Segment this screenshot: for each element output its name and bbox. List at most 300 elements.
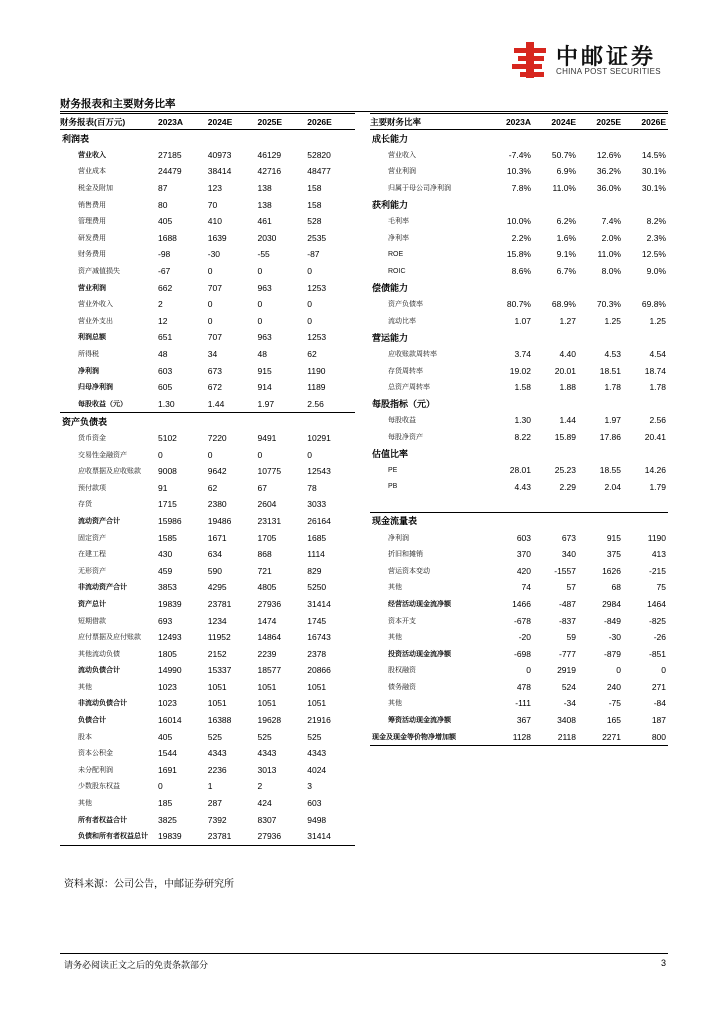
value-cell: -84 [653, 698, 666, 709]
row-label: 营业收入 [78, 151, 106, 159]
value-cell: 7.4% [601, 216, 621, 227]
value-cell: 0 [526, 665, 531, 676]
value-cell: 14.26 [644, 465, 666, 476]
value-cell: 30.1% [641, 166, 666, 177]
row-label: 其他 [78, 683, 92, 691]
row-label: 流动资产合计 [78, 517, 120, 525]
value-cell: 1.78 [604, 382, 621, 393]
value-cell: -487 [558, 598, 576, 609]
value-cell: 20866 [307, 665, 331, 676]
table-row [60, 546, 355, 563]
value-cell: 18.51 [599, 365, 621, 376]
value-cell: 31414 [305, 828, 355, 845]
value-cell: 187 [651, 715, 666, 726]
row-label: 营运资本变动 [388, 567, 430, 575]
table-row [60, 279, 355, 296]
spacer-cell [370, 495, 668, 512]
value-cell: 1.44 [559, 415, 576, 426]
value-cell: 12.5% [641, 249, 666, 260]
value-cell: 11.0% [552, 183, 576, 194]
value-cell: 16743 [307, 632, 331, 643]
row-label: 税金及附加 [78, 185, 113, 193]
table-row [60, 513, 355, 530]
value-cell: 1544 [158, 748, 177, 759]
value-cell: 46129 [257, 149, 282, 160]
row-label: 资产负债率 [388, 301, 423, 309]
value-cell: 1.79 [649, 481, 666, 492]
value-cell: 651 [158, 332, 173, 343]
value-cell: 20.01 [554, 365, 576, 376]
value-cell: 2.2% [511, 232, 531, 243]
value-cell: 4295 [207, 582, 227, 593]
table-row [60, 745, 355, 762]
title-rule [60, 111, 668, 112]
value-cell: 1.6% [556, 232, 576, 243]
value-cell: 2239 [257, 648, 277, 659]
value-cell: 21916 [307, 715, 331, 726]
value-cell: 18577 [257, 665, 282, 676]
table-row [60, 362, 355, 379]
value-cell: 662 [158, 282, 173, 293]
value-cell: 4.53 [604, 349, 621, 360]
value-cell: 1128 [488, 728, 533, 745]
value-cell: 1234 [207, 615, 227, 626]
section-header-row [370, 279, 668, 296]
table-row [370, 596, 668, 613]
value-cell: -698 [513, 648, 531, 659]
value-cell: 603 [158, 365, 173, 376]
value-cell: 2152 [207, 648, 227, 659]
value-cell: -777 [558, 648, 576, 659]
table-row [370, 478, 668, 495]
value-cell: 1.97 [604, 415, 621, 426]
value-cell: 23131 [257, 515, 282, 526]
value-cell: 6.7% [556, 266, 576, 277]
value-cell: 2030 [257, 232, 277, 243]
table-row [370, 562, 668, 579]
value-cell: 0 [257, 299, 263, 310]
value-cell: -849 [603, 615, 621, 626]
value-cell: 10775 [257, 466, 282, 477]
value-cell: 2919 [557, 665, 576, 676]
table-row [60, 296, 355, 313]
table-row [370, 213, 668, 230]
value-cell: 1190 [307, 365, 326, 376]
value-cell: 2535 [307, 232, 327, 243]
table-header-row [370, 114, 668, 130]
value-cell: 1051 [257, 681, 277, 692]
row-label: 每股净资产 [388, 433, 423, 441]
header-cell: 财务报表(百万元) [60, 114, 156, 130]
value-cell: 2.3% [646, 232, 666, 243]
value-cell: 6.9% [556, 166, 576, 177]
value-cell: 68 [611, 582, 621, 593]
value-cell: 9491 [257, 432, 277, 443]
value-cell: -111 [515, 698, 531, 709]
section-header-row [370, 512, 668, 529]
header-cell: 2024E [533, 114, 578, 130]
value-cell: 15.89 [554, 431, 576, 442]
row-label: 净利率 [388, 234, 409, 242]
value-cell: 9.1% [556, 249, 576, 260]
value-cell: 1051 [207, 698, 227, 709]
value-cell: 75 [656, 582, 666, 593]
value-cell: 0 [158, 781, 163, 792]
row-label: 交易性金融资产 [78, 451, 127, 459]
value-cell: 38414 [207, 166, 232, 177]
table-row [370, 645, 668, 662]
value-cell: 1.58 [514, 382, 531, 393]
row-label: 资本公积金 [78, 750, 113, 758]
value-cell: 2.56 [649, 415, 666, 426]
table-row [60, 612, 355, 629]
value-cell: 87 [158, 183, 168, 194]
value-cell: 915 [606, 532, 621, 543]
row-label: 非流动负债合计 [78, 700, 127, 708]
table-row [60, 529, 355, 546]
value-cell: 23781 [207, 598, 232, 609]
value-cell: 158 [307, 183, 322, 194]
section-title: 成长能力 [372, 133, 409, 144]
value-cell: 8.0% [601, 266, 621, 277]
value-cell: 2604 [257, 499, 277, 510]
table-row [370, 629, 668, 646]
disclaimer-footer: 请务必阅读正文之后的免责条款部分 [64, 960, 209, 970]
value-cell: 31414 [307, 598, 331, 609]
header-cell: 2025E [256, 114, 306, 130]
table-row [60, 346, 355, 363]
value-cell: 138 [257, 183, 272, 194]
value-cell: 62 [207, 482, 218, 493]
row-label: 短期借款 [78, 617, 106, 625]
value-cell: 1023 [158, 698, 177, 709]
value-cell: 27936 [257, 598, 282, 609]
table-row [60, 679, 355, 696]
row-label: 资产总计 [78, 600, 106, 608]
value-cell: 5102 [158, 432, 177, 443]
spacer-row [370, 495, 668, 512]
value-cell: 1688 [158, 232, 177, 243]
value-cell: -75 [608, 698, 621, 709]
table-row [370, 679, 668, 696]
value-cell: 367 [516, 715, 531, 726]
row-label: 应付票据及应付账款 [78, 634, 141, 642]
table-row [60, 430, 355, 447]
value-cell: 6.2% [556, 216, 576, 227]
value-cell: 12543 [307, 466, 331, 477]
section-header-row [60, 413, 355, 430]
value-cell: 1.25 [649, 315, 666, 326]
table-row [370, 462, 668, 479]
value-cell: 1051 [257, 698, 277, 709]
value-cell: 1190 [647, 532, 666, 543]
table-row [370, 180, 668, 197]
table-row [60, 828, 355, 845]
value-cell: -67 [158, 266, 171, 277]
value-cell: 59 [566, 632, 576, 643]
value-cell: 67 [257, 482, 267, 493]
value-cell: -26 [653, 632, 666, 643]
value-cell: 287 [207, 798, 222, 809]
value-cell: 9.0% [646, 266, 666, 277]
value-cell: 3033 [307, 499, 327, 510]
value-cell: 138 [257, 199, 272, 210]
row-label: 管理费用 [78, 218, 106, 226]
value-cell: 1.97 [257, 398, 275, 409]
value-cell: -7.4% [508, 149, 531, 160]
value-cell: 15986 [158, 515, 182, 526]
value-cell: 91 [158, 482, 168, 493]
value-cell: 12.6% [596, 149, 621, 160]
row-label: 营业利润 [78, 284, 106, 292]
value-cell: 0 [257, 449, 263, 460]
table-row [60, 645, 355, 662]
table-header-row [60, 114, 355, 130]
value-cell: 1051 [307, 681, 327, 692]
value-cell: 48 [257, 349, 267, 360]
value-cell: 3.74 [514, 349, 531, 360]
value-cell: 12 [158, 315, 168, 326]
value-cell: 0 [616, 665, 621, 676]
table-row [60, 246, 355, 263]
row-label: 存货周转率 [388, 367, 423, 375]
row-label: 其他 [78, 800, 92, 808]
value-cell: 14990 [158, 665, 182, 676]
section-header-row [370, 396, 668, 413]
section-title: 每股指标（元） [372, 399, 436, 410]
value-cell: 78 [307, 482, 317, 493]
value-cell: 2378 [307, 648, 327, 659]
value-cell: 80.7% [506, 299, 531, 310]
row-label: 其他 [388, 584, 402, 592]
value-cell: 1 [207, 781, 213, 792]
row-label: 净利润 [78, 367, 99, 375]
row-label: 经营活动现金流净额 [388, 600, 451, 608]
value-cell: 27936 [256, 828, 306, 845]
table-row [60, 313, 355, 330]
header-cell: 2024E [206, 114, 256, 130]
section-header-row [370, 445, 668, 462]
table-row [60, 496, 355, 513]
row-label: 应收账款周转率 [388, 351, 437, 359]
row-label: 营业收入 [388, 151, 416, 159]
value-cell: 963 [257, 282, 272, 293]
row-label: 债务融资 [388, 683, 416, 691]
value-cell: 1464 [647, 598, 666, 609]
table-row [60, 695, 355, 712]
table-row [370, 379, 668, 396]
source-note: 资料来源：公司公告，中邮证券研究所 [64, 879, 234, 890]
value-cell: 707 [207, 282, 222, 293]
value-cell: -215 [648, 565, 666, 576]
value-cell: 19.02 [509, 365, 531, 376]
value-cell: 52820 [307, 149, 331, 160]
table-row [60, 562, 355, 579]
section-header-row [370, 196, 668, 213]
table-row [370, 147, 668, 164]
value-cell: 2236 [207, 764, 227, 775]
row-label: PB [388, 483, 398, 491]
value-cell: 424 [257, 798, 272, 809]
row-label: 负债和所有者权益总计 [60, 828, 156, 845]
value-cell: 1.30 [514, 415, 531, 426]
value-cell: 15337 [207, 665, 232, 676]
table-row [60, 213, 355, 230]
table-row [60, 579, 355, 596]
financial-ratios-table [370, 113, 668, 746]
value-cell: 603 [307, 798, 322, 809]
value-cell: 829 [307, 565, 322, 576]
value-cell: 524 [561, 681, 576, 692]
table-row [60, 180, 355, 197]
table-row [370, 662, 668, 679]
value-cell: 62 [307, 349, 317, 360]
value-cell: -55 [257, 249, 270, 260]
value-cell: 1715 [158, 499, 177, 510]
value-cell: 23781 [206, 828, 256, 845]
table-row [60, 463, 355, 480]
section-header-row [60, 130, 355, 147]
row-label: 每股收益（元） [78, 400, 127, 408]
value-cell: 0 [158, 449, 163, 460]
value-cell: 5250 [307, 582, 327, 593]
value-cell: 672 [207, 382, 222, 393]
value-cell: 413 [651, 549, 666, 560]
value-cell: 4343 [307, 748, 327, 759]
row-label: 其他 [388, 634, 402, 642]
value-cell: 370 [516, 549, 531, 560]
row-label: 流动负债合计 [78, 667, 120, 675]
value-cell: 19486 [207, 515, 232, 526]
value-cell: 590 [207, 565, 222, 576]
value-cell: 915 [257, 365, 272, 376]
value-cell: 271 [651, 681, 666, 692]
value-cell: 240 [606, 681, 621, 692]
value-cell: 14.5% [641, 149, 666, 160]
value-cell: 459 [158, 565, 173, 576]
table-row [370, 313, 668, 330]
value-cell: 0 [207, 266, 213, 277]
value-cell: -837 [558, 615, 576, 626]
row-label: 销售费用 [78, 201, 106, 209]
row-label: 应收票据及应收账款 [78, 468, 141, 476]
table-row [370, 263, 668, 280]
table-row [60, 446, 355, 463]
value-cell: 461 [257, 216, 272, 227]
table-row [370, 412, 668, 429]
value-cell: 158 [307, 199, 322, 210]
table-row [60, 479, 355, 496]
value-cell: 24479 [158, 166, 182, 177]
value-cell: 1626 [602, 565, 621, 576]
value-cell: 2 [158, 299, 163, 310]
value-cell: 525 [307, 731, 322, 742]
value-cell: 1.27 [559, 315, 576, 326]
value-cell: 410 [207, 216, 222, 227]
row-label: 归属于母公司净利润 [388, 185, 451, 193]
value-cell: 9498 [307, 814, 327, 825]
row-label: ROE [388, 250, 404, 258]
value-cell: 0 [307, 299, 312, 310]
value-cell: 1.78 [649, 382, 666, 393]
value-cell: 2.04 [604, 481, 621, 492]
row-label: 所有者权益合计 [78, 816, 127, 824]
row-label: 在建工程 [78, 551, 106, 559]
row-label: 毛利率 [388, 218, 409, 226]
table-row [370, 695, 668, 712]
header-cell: 主要财务比率 [370, 114, 488, 130]
footer-rule [60, 953, 668, 954]
value-cell: 8.2% [646, 216, 666, 227]
value-cell: 10.0% [506, 216, 531, 227]
row-label: 股本 [78, 733, 92, 741]
row-label: 筹资活动现金流净额 [388, 717, 451, 725]
value-cell: 34 [207, 349, 218, 360]
value-cell: 525 [207, 731, 222, 742]
value-cell: 603 [516, 532, 531, 543]
section-title: 获利能力 [372, 200, 409, 211]
value-cell: 375 [606, 549, 621, 560]
row-label: 利润总额 [78, 334, 106, 342]
value-cell: -98 [158, 249, 171, 260]
value-cell: 36.2% [596, 166, 621, 177]
brand-name-cn: 中邮证券 [556, 44, 657, 69]
value-cell: 3825 [158, 814, 177, 825]
value-cell: 8307 [257, 814, 277, 825]
row-label: 流动比率 [388, 317, 416, 325]
value-cell: 1466 [512, 598, 531, 609]
table-row [370, 712, 668, 729]
value-cell: 17.86 [599, 431, 621, 442]
value-cell: -34 [563, 698, 576, 709]
row-label: 固定资产 [78, 534, 106, 542]
row-label: 其他流动负债 [78, 650, 120, 658]
header-cell: 2026E [305, 114, 355, 130]
value-cell: 165 [606, 715, 621, 726]
row-label: 股权融资 [388, 667, 416, 675]
value-cell: 4343 [207, 748, 227, 759]
value-cell: 1.25 [604, 315, 621, 326]
section-header-row [370, 329, 668, 346]
value-cell: 0 [307, 315, 312, 326]
value-cell: 3853 [158, 582, 177, 593]
table-row [60, 329, 355, 346]
value-cell: 20.41 [644, 431, 666, 442]
value-cell: 74 [521, 582, 531, 593]
table-row [60, 762, 355, 779]
value-cell: -825 [648, 615, 666, 626]
value-cell: 4343 [257, 748, 277, 759]
value-cell: 30.1% [641, 183, 666, 194]
table-row [60, 263, 355, 280]
value-cell: 15.8% [506, 249, 531, 260]
value-cell: 1023 [158, 681, 177, 692]
value-cell: 1051 [307, 698, 327, 709]
value-cell: -851 [648, 648, 666, 659]
row-label: 其他 [388, 700, 402, 708]
value-cell: 80 [158, 199, 168, 210]
table-row [60, 662, 355, 679]
value-cell: 405 [158, 731, 173, 742]
value-cell: 4.54 [649, 349, 666, 360]
header-cell: 2023A [156, 114, 206, 130]
value-cell: 1.44 [207, 398, 225, 409]
value-cell: 4805 [257, 582, 277, 593]
row-label: 无形资产 [78, 567, 106, 575]
value-cell: 3408 [557, 715, 576, 726]
value-cell: -20 [518, 632, 531, 643]
value-cell: 2380 [207, 499, 227, 510]
